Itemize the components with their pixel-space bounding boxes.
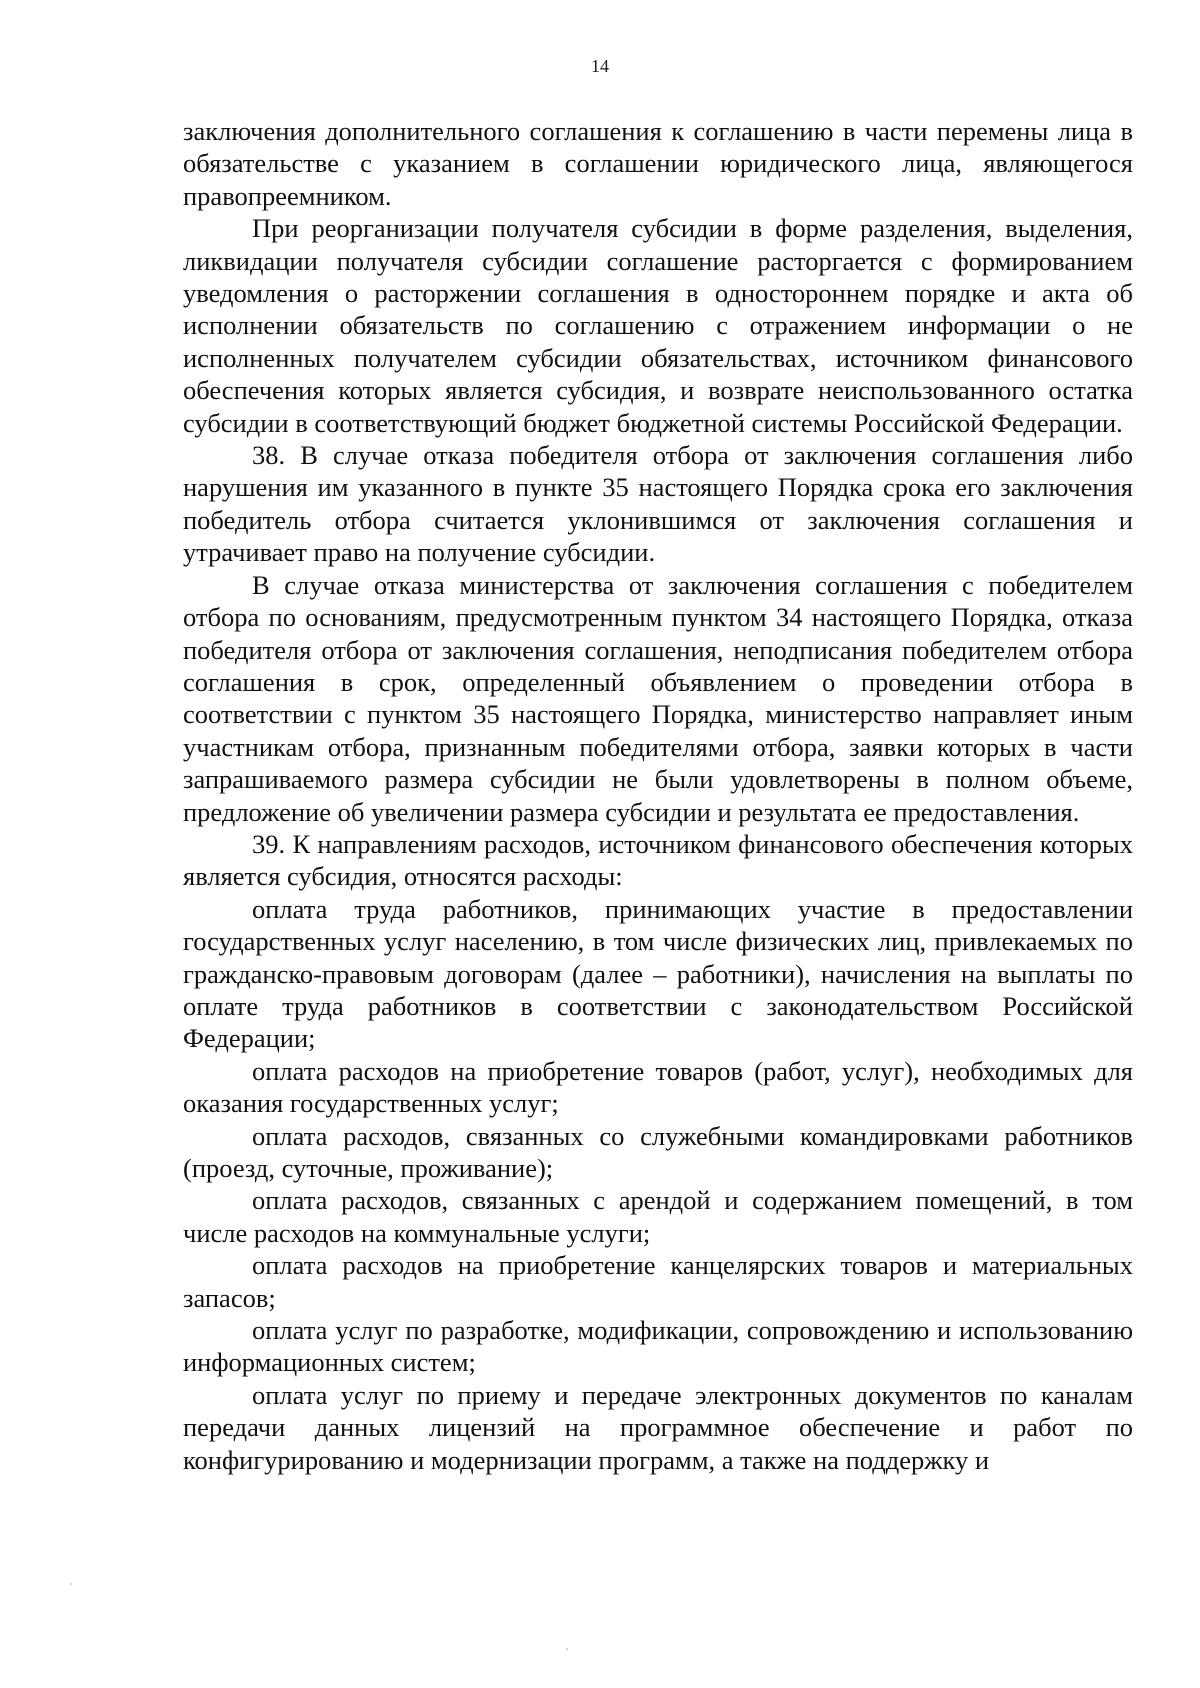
paragraph-4: В случае отказа министерства от заключения соглашения с победителем отбора по основаниям, предусмотренным пунктом 34 настоящего Порядка, отказа победителя отбора от заключения соглашения, неподписания победителем отбора соглашения в срок, определенный объявлением о проведении отбора в соответствии с пунктом 35 настоящего Порядка, министерство направляет иным участникам отбора, признанным победителями отбора, заявки которых в части запрашиваемого размера субсидии не были удовлетворены в полном объеме, предложение об увеличении размера субсидии и результата ее предоставления. xyxy=(183,569,1133,827)
paragraph-8: оплата расходов, связанных со служебными командировками работников (проезд, суточные, проживание); xyxy=(183,1120,1133,1183)
page-number: 14 xyxy=(591,56,609,76)
paragraph-10: оплата расходов на приобретение канцелярских товаров и материальных запасов; xyxy=(183,1250,1133,1313)
paragraph-6: оплата труда работников, принимающих участие в предоставлении государственных услуг населению, в том числе физических лиц, привлекаемых по гражданско-правовым договорам (далее – работники), начисления на выплаты по оплате труда работников в соответствии с законодательством Российской Федерации; xyxy=(183,893,1133,1054)
paragraph-11: оплата услуг по разработке, модификации, сопровождению и использованию информационных систем; xyxy=(183,1315,1133,1378)
paragraph-2: При реорганизации получателя субсидии в форме разделения, выделения, ликвидации получателя субсидии соглашение расторгается с формированием уведомления о расторжении соглашения в одностороннем порядке и акта об исполнении обязательств по соглашению с отражением информации о не исполненных получателем субсидии обязательствах, источником финансового обеспечения которых является субсидия, и возврате неиспользованного остатка субсидии в соответствующий бюджет бюджетной системы Российской Федерации. xyxy=(183,213,1133,438)
paragraph-1: заключения дополнительного соглашения к соглашению в части перемены лица в обязательстве с указанием в соглашении юридического лица, являющегося правопреемником. xyxy=(183,116,1133,211)
document-text xyxy=(183,115,1133,1476)
paragraph-9: оплата расходов, связанных с арендой и содержанием помещений, в том числе расходов на коммунальные услуги; xyxy=(183,1185,1133,1248)
paragraph-12: оплата услуг по приему и передаче электронных документов по каналам передачи данных лицензий на программное обеспечение и работ по конфигурированию и модернизации программ, а также на поддержку и xyxy=(183,1379,1133,1475)
paragraph-7: оплата расходов на приобретение товаров (работ, услуг), необходимых для оказания государственных услуг; xyxy=(183,1055,1133,1119)
scan-speck xyxy=(566,1648,568,1650)
paragraph-3: 38. В случае отказа победителя отбора от заключения соглашения либо нарушения им указанного в пункте 35 настоящего Порядка срока его заключения победитель отбора считается уклонившимся от заключения соглашения и утрачивает право на получение субсидии. xyxy=(183,440,1133,568)
paragraph-5: 39. К направлениям расходов, источником финансового обеспечения которых является субсидия, относятся расходы: xyxy=(183,828,1133,892)
scan-speck xyxy=(70,1583,72,1585)
